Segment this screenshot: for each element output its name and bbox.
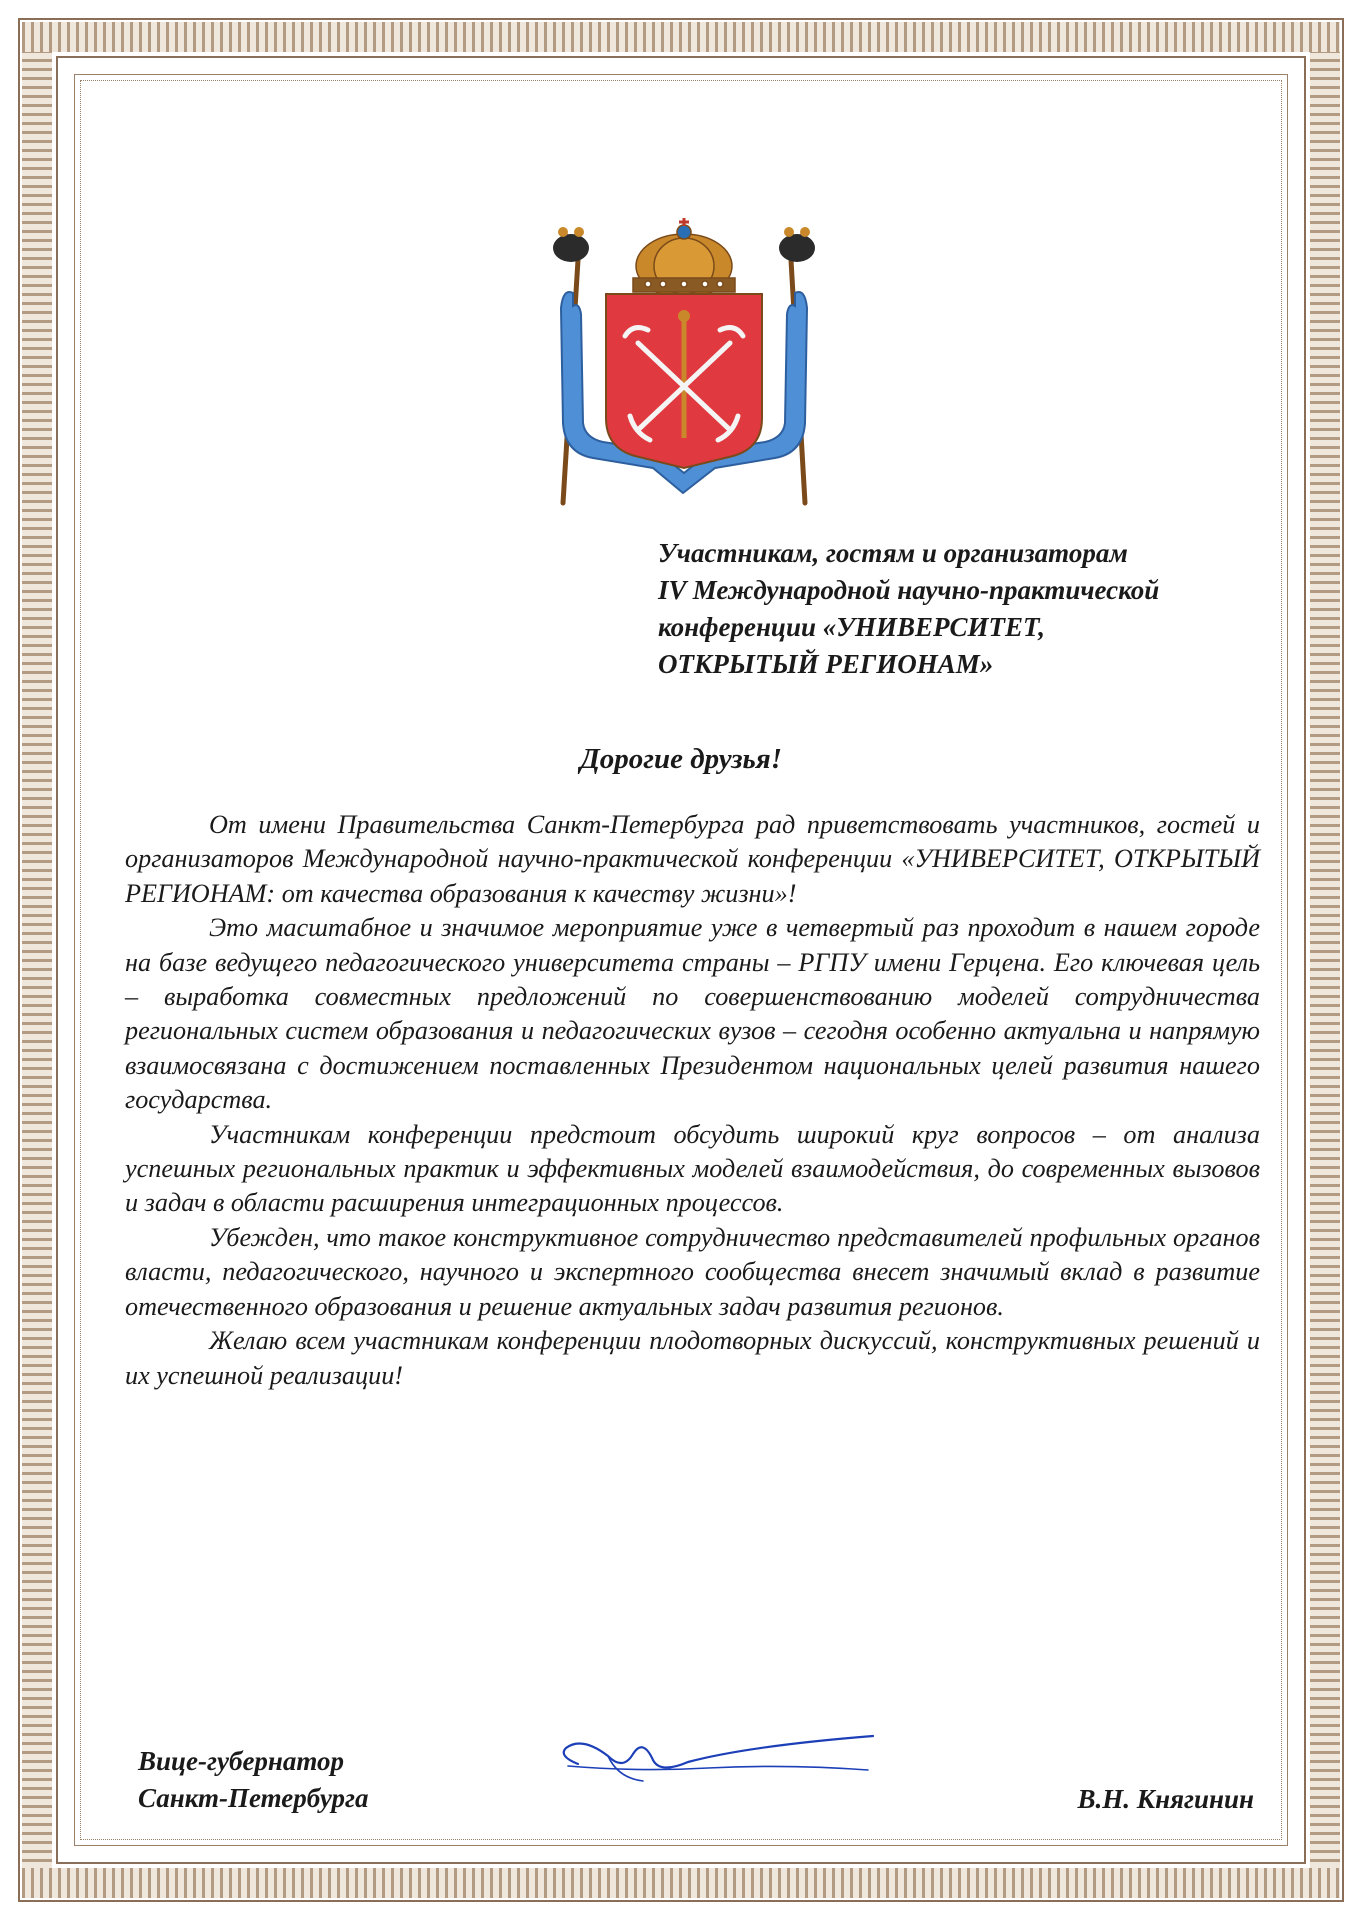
paragraph: Это масштабное и значимое мероприятие уже в четвертый раз проходит в нашем городе на базе ведущего педагогического университета страны – РГПУ имени Герцена. Его ключевая цель – выработка совместных предложений по совершенствованию моделей сотрудничества региональных систем образования и педагогических вузов – сегодня особенно актуальна и напрямую взаимосвязана с достижением поставленных Президентом национальных целей развития нашего государства. — [125, 913, 1260, 1115]
coat-of-arms-icon — [533, 218, 835, 514]
eagle-left — [553, 227, 589, 262]
signatory-title-line: Санкт-Петербурга — [138, 1783, 369, 1813]
address-line: конференции «УНИВЕРСИТЕТ, — [658, 612, 1045, 642]
address-block — [658, 535, 1278, 683]
address-line: ОТКРЫТЫЙ РЕГИОНАМ» — [658, 649, 994, 679]
signatory-name: В.Н. Княгинин — [1077, 1784, 1254, 1814]
paragraph: Участникам конференции предстоит обсудить широкий круг вопросов – от анализа успешных региональных практик и эффективных моделей взаимодействия, до современных вызовов и задач в области расширения интеграционных процессов. — [125, 1119, 1260, 1218]
paragraph: Желаю всем участникам конференции плодотворных дискуссий, конструктивных решений и их успешной реализации! — [125, 1326, 1260, 1390]
eagle-right — [779, 227, 815, 262]
address-line: Участникам, гостям и организаторам — [658, 538, 1128, 568]
handwritten-signature-icon — [548, 1726, 888, 1796]
greeting-heading: Дорогие друзья! — [579, 743, 783, 775]
signatory-title-line: Вице-губернатор — [138, 1746, 345, 1776]
paragraph: Убежден, что такое конструктивное сотрудничество представителей профильных органов власти, педагогического, научного и экспертного сообщества внесет значимый вклад в развитие отечественного образования и решение актуальных задач развития регионов. — [125, 1222, 1260, 1321]
address-line: IV Международной научно-практической — [658, 575, 1160, 605]
paragraph: От имени Правительства Санкт-Петербурга рад приветствовать участников, гостей и организаторов Международной научно-практической конференции «УНИВЕРСИТЕТ, ОТКРЫТЫЙ РЕГИОНАМ: от качества образования к качеству жизни»! — [125, 810, 1260, 908]
crown — [633, 218, 735, 298]
signatory-title — [138, 1743, 368, 1817]
letter-body — [125, 808, 1260, 1393]
